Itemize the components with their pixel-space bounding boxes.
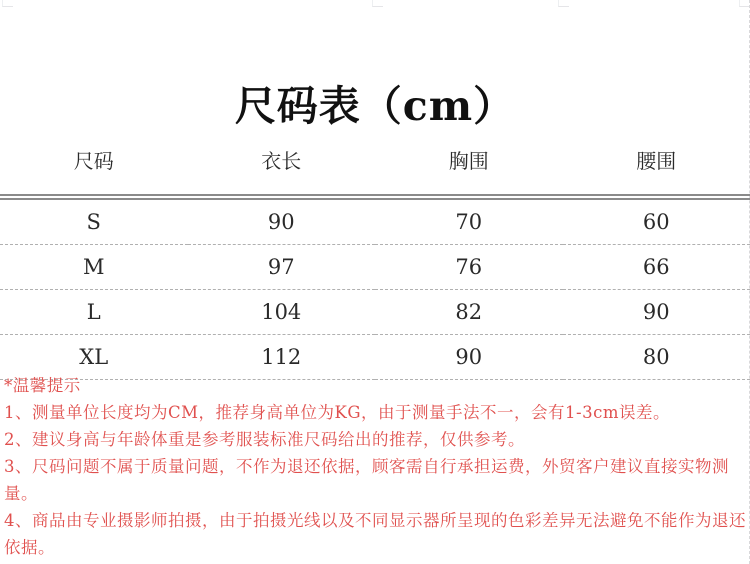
- cell-bust: 76: [375, 245, 563, 290]
- table-row-l: [0, 290, 750, 335]
- size-table: [0, 138, 750, 380]
- cell-size: M: [0, 245, 188, 290]
- table-row-m: [0, 245, 750, 290]
- top-edge-artifact: [2, 0, 13, 7]
- cell-length: 90: [188, 197, 376, 245]
- cell-waist: 60: [563, 197, 750, 245]
- cell-bust: 70: [375, 197, 563, 245]
- cell-size: XL: [0, 335, 188, 380]
- top-edge-artifact: [372, 0, 383, 7]
- size-table-body: [0, 197, 750, 380]
- size-table-header: [0, 138, 750, 197]
- note-item-2: 2、建议身高与年龄体重是参考服装标准尺码给出的推荐，仅供参考。: [4, 430, 525, 449]
- cell-waist: 66: [563, 245, 750, 290]
- top-edge-artifact: [558, 0, 569, 7]
- header-size: 尺码: [0, 138, 188, 197]
- notes-section: [4, 372, 746, 561]
- header-length: 衣长: [188, 138, 376, 197]
- cell-size: L: [0, 290, 188, 335]
- note-item-1: 1、测量单位长度均为CM，推荐身高单位为KG，由于测量手法不一，会有1-3cm误差。: [4, 403, 670, 422]
- cell-waist: 90: [563, 290, 750, 335]
- cell-waist: 80: [563, 335, 750, 380]
- cell-length: 97: [188, 245, 376, 290]
- header-row: [0, 138, 750, 197]
- note-item-3: 3、尺码问题不属于质量问题，不作为退还依据，顾客需自行承担运费，外贸客户建议直接实物测量。: [4, 457, 729, 503]
- cell-bust: 90: [375, 335, 563, 380]
- cell-length: 112: [188, 335, 376, 380]
- page-title: 尺码表（cm）: [234, 82, 516, 131]
- cell-bust: 82: [375, 290, 563, 335]
- table-row-s: [0, 197, 750, 245]
- notes-heading: *温馨提示: [4, 376, 81, 395]
- cell-size: S: [0, 197, 188, 245]
- header-waist: 腰围: [563, 138, 750, 197]
- note-item-4: 4、商品由专业摄影师拍摄，由于拍摄光线以及不同显示器所呈现的色彩差异无法避免不能作为退还依据。: [4, 511, 746, 557]
- cell-length: 104: [188, 290, 376, 335]
- header-bust: 胸围: [375, 138, 563, 197]
